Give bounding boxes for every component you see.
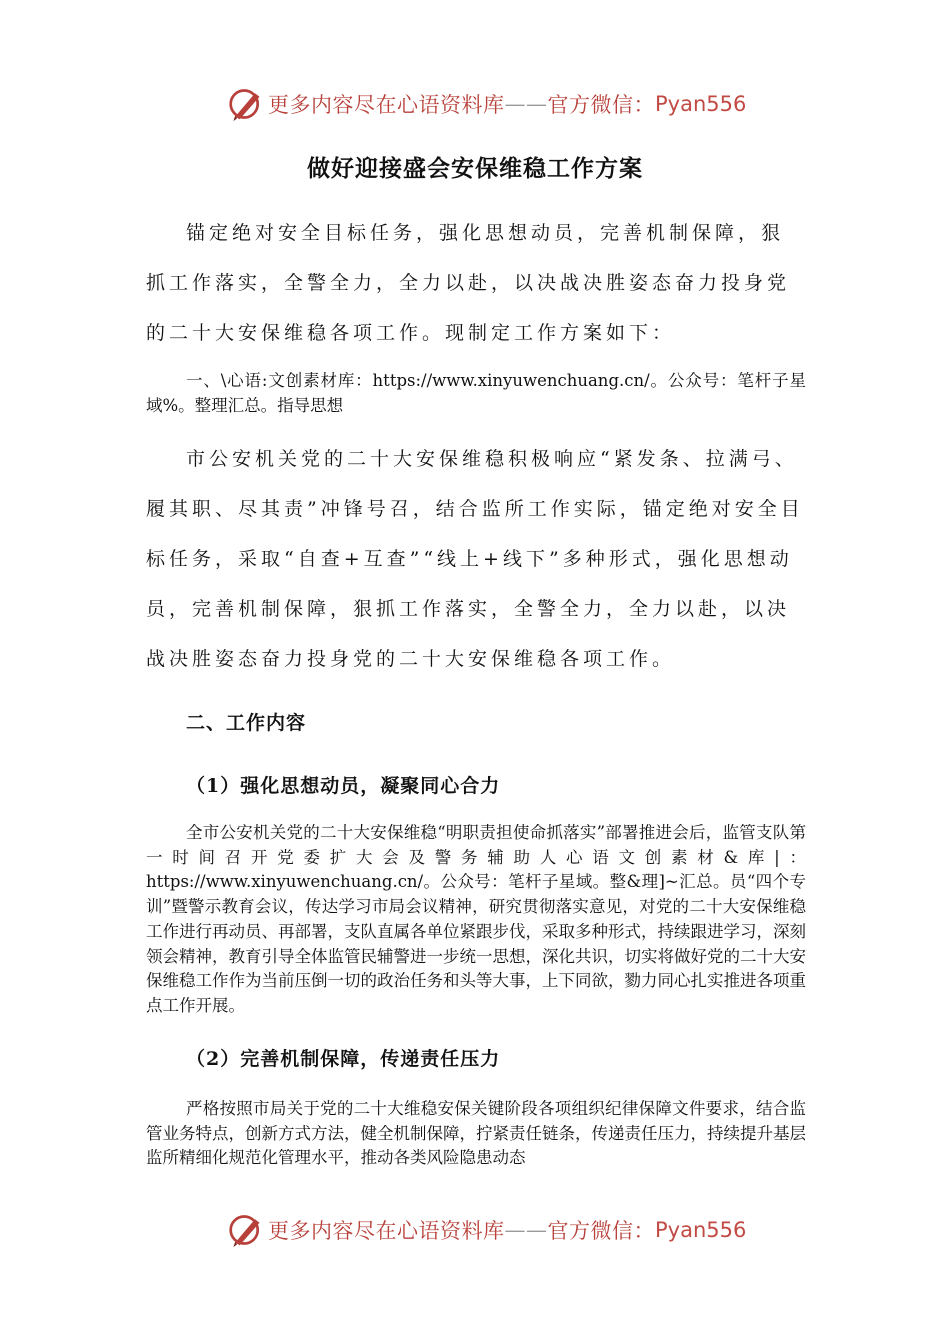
footer-watermark-banner (228, 1210, 748, 1250)
document-title: 做好迎接盛会安保维稳工作方案 (307, 155, 643, 182)
pen-logo-icon (228, 86, 264, 122)
subsection2-heading: （2）完善机制保障，传递责任压力 (186, 1048, 501, 1070)
banner-contact-label: 官方微信： (547, 93, 655, 117)
subsection1-body: 全市公安机关党的二十大安保维稳“明职责担使命抓落实”部署推进会后，监管支队第一时间召开党委扩大会及警务辅助人心语文创素材&库|：https://www.xinyuwenchuang.cn/。公众号：笔杆子星域。整&理]~汇总。员“四个专训”暨警示教育会议，传达学习市局会议精神，研究贯彻落实意见，对党的二十大安保维稳工作进行再动员、再部署，支队直属各单位紧跟步伐，采取多种形式，持续跟进学习，深刻领会精神，教育引导全体监管民辅警进一步统一思想，深化共识，切实将做好党的二十大安保维稳工作作为当前压倒一切的政治任务和头等大事，上下同欲，勠力同心扎实推进各项重点工作开展。 (146, 823, 806, 1015)
section1-heading: 一、\心语:文创素材库：https://www.xinyuwenchuang.cn/。公众号：笔杆子星域%。整理汇总。指导思想 (146, 371, 806, 415)
section2-heading: 二、工作内容 (186, 712, 307, 734)
subsection2-body: 严格按照市局关于党的二十大维稳安保关键阶段各项组织纪律保障文件要求，结合监管业务特点，创新方式方法，健全机制保障，拧紧责任链条，传递责任压力，持续提升基层监所精细化规范化管理水平，推动各类风险隐患动态 (146, 1099, 806, 1168)
pen-logo-icon (228, 1212, 264, 1248)
banner-slogan: 更多内容尽在心语资料库 (268, 1219, 505, 1243)
banner-contact-label: 官方微信： (547, 1219, 655, 1243)
banner-contact-id: Pyan556 (655, 1218, 747, 1242)
section1-body: 市公安机关党的二十大安保维稳积极响应“紧发条、拉满弓、履其职、尽其责”冲锋号召，结合监所工作实际，锚定绝对安全目标任务，采取“自查+互查”“线上+线下”多种形式，强化思想动员，完善机制保障，狠抓工作落实，全警全力，全力以赴，以决战决胜姿态奋力投身党的二十大安保维稳各项工作。 (146, 448, 804, 670)
banner-contact-id: Pyan556 (655, 92, 747, 116)
banner-dash: —— (504, 92, 548, 116)
banner-slogan: 更多内容尽在心语资料库 (268, 93, 505, 117)
header-watermark-banner (228, 84, 748, 124)
banner-dash: —— (504, 1218, 548, 1242)
intro-paragraph: 锚定绝对安全目标任务，强化思想动员，完善机制保障，狠抓工作落实，全警全力，全力以赴，以决战决胜姿态奋力投身党的二十大安保维稳各项工作。现制定工作方案如下： (146, 222, 791, 344)
subsection1-heading: （1）强化思想动员，凝聚同心合力 (186, 775, 501, 797)
